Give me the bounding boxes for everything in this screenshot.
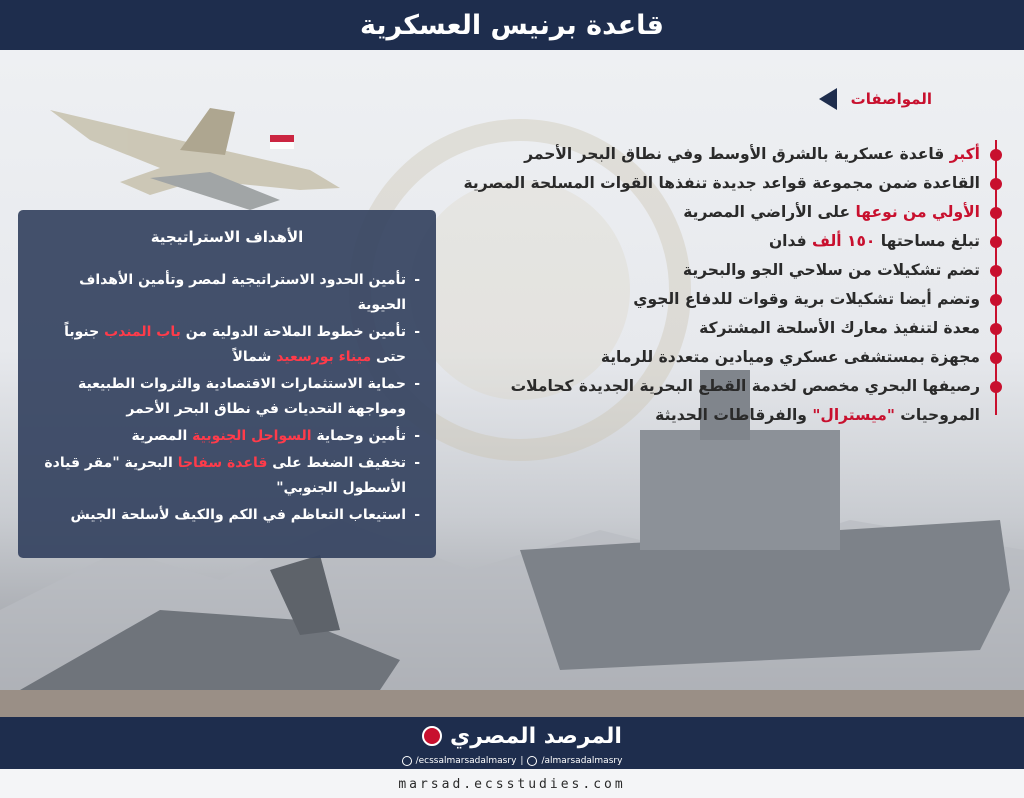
list-item [34, 503, 420, 528]
list-item [442, 140, 1002, 169]
spec-text: قاعدة عسكرية بالشرق الأوسط وفي نطاق البحر الأحمر [524, 145, 950, 163]
bullet-dot-icon [990, 178, 1002, 190]
arrow-left-icon [819, 88, 837, 110]
goal-highlight: باب المندب [104, 324, 181, 340]
list-item [34, 451, 420, 501]
list-item [442, 372, 1002, 430]
spec-text: على الأراضي المصرية [683, 203, 856, 221]
spec-text: تضم تشكيلات من سلاحي الجو والبحرية [682, 261, 980, 279]
goal-text: المصرية [131, 428, 193, 444]
globe-logo-icon [422, 726, 442, 746]
bullet-dot-icon [990, 323, 1002, 335]
spec-highlight: ١٥٠ ألف [812, 232, 876, 250]
spec-highlight: الأولي من نوعها [855, 203, 980, 221]
goal-text: جنوباً حتى [64, 324, 406, 365]
list-item [442, 169, 1002, 198]
facebook-handle[interactable]: /ecssalmarsadalmasry [415, 756, 517, 766]
goal-text: حماية الاستثمارات الاقتصادية والثروات الطبيعية ومواجهة التحديات في نطاق البحر الأحمر [77, 376, 406, 417]
specs-heading [819, 88, 932, 110]
bullet-dot-icon [990, 381, 1002, 393]
goal-highlight: قاعدة سفاجا [177, 455, 268, 471]
goal-text: البحرية "مقر قيادة الأسطول الجنوبي" [44, 455, 406, 496]
goal-text: تأمين خطوط الملاحة الدولية من [180, 324, 406, 340]
goals-list [34, 268, 420, 528]
brand-name: المرصد المصري [450, 723, 622, 749]
list-item [442, 198, 1002, 227]
bullet-dot-icon [990, 149, 1002, 161]
goal-text: تأمين الحدود الاستراتيجية لمصر وتأمين الأهداف الحيوية [79, 272, 406, 313]
list-item [442, 285, 1002, 314]
spec-text: تبلغ مساحتها [875, 232, 980, 250]
spec-text: مجهزة بمستشفى عسكري وميادين متعددة للرماية [600, 348, 980, 366]
spec-highlight: أكبر [949, 145, 980, 163]
spec-text: معدة لتنفيذ معارك الأسلحة المشتركة [699, 319, 980, 337]
page-title: قاعدة برنيس العسكرية [0, 0, 1024, 50]
spec-highlight: "ميسترال" [812, 406, 895, 424]
facebook-icon[interactable] [402, 756, 412, 766]
bullet-dot-icon [990, 265, 1002, 277]
separator: | [520, 756, 524, 766]
list-item [442, 227, 1002, 256]
list-item [442, 343, 1002, 372]
spec-text: فدان [768, 232, 812, 250]
social-handles [380, 754, 644, 768]
strategic-goals-panel [18, 210, 436, 558]
website-url[interactable]: marsad.ecsstudies.com [398, 776, 626, 792]
bullet-dot-icon [990, 294, 1002, 306]
goal-text: تأمين وحماية [311, 428, 406, 444]
twitter-icon[interactable] [527, 756, 537, 766]
spec-text: والفرقاطات الحديثة [655, 406, 813, 424]
spec-text: وتضم أيضا تشكيلات برية وقوات للدفاع الجوي [633, 290, 980, 308]
bullet-dot-icon [990, 207, 1002, 219]
goal-text: استيعاب التعاظم في الكم والكيف لأسلحة الجيش [70, 507, 406, 523]
bullet-dot-icon [990, 352, 1002, 364]
twitter-handle[interactable]: /almarsadalmasry [541, 756, 623, 766]
specs-heading-label: المواصفات [850, 90, 932, 108]
list-item [34, 372, 420, 422]
goal-text: تخفيف الضغط على [267, 455, 406, 471]
spec-text: القاعدة ضمن مجموعة قواعد جديدة تنفذها القوات المسلحة المصرية [463, 174, 980, 192]
spec-text: رصيفها البحري مخصص لخدمة القطع البحرية الجديدة كحاملات المروحيات [510, 377, 980, 424]
goals-title: الأهداف الاستراتيجية [150, 228, 304, 246]
goal-highlight: السواحل الجنوبية [192, 428, 312, 444]
list-item [34, 424, 420, 449]
list-item [442, 314, 1002, 343]
list-item [34, 320, 420, 370]
list-item [442, 256, 1002, 285]
goal-highlight: ميناء بورسعيد [276, 349, 372, 365]
goal-text: شمالاً [232, 349, 277, 365]
specs-list [442, 140, 1002, 430]
brand-logo [422, 721, 622, 751]
bullet-dot-icon [990, 236, 1002, 248]
list-item [34, 268, 420, 318]
